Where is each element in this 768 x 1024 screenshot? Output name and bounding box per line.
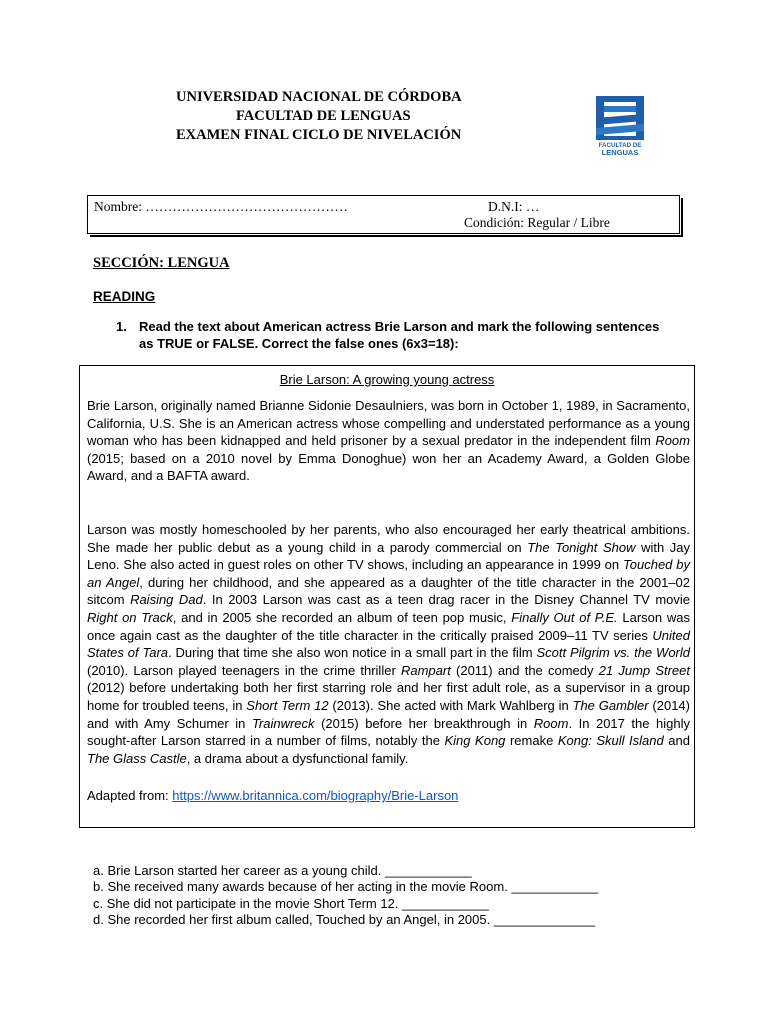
title-reference: Finally Out of P.E. [511, 609, 618, 625]
text-run: . In 2003 Larson was cast as a teen drag racer in the Disney Channel TV movie [202, 592, 690, 608]
title-reference: Raising Dad [130, 592, 203, 608]
text-run: (2014) and with Amy Schumer in [87, 697, 690, 731]
text-run: , during her childhood, and she appeared as a daughter of the title character in the 2001–02 sitcom [87, 574, 690, 608]
facultad-de-lenguas-logo [594, 96, 646, 158]
title-reference: The Gambler [572, 697, 649, 713]
text-run: , and in 2005 she recorded an album of teen pop music, [172, 609, 512, 625]
faculty-name: FACULTAD DE LENGUAS [236, 108, 411, 124]
true-false-questions [93, 863, 598, 929]
text-run: remake [505, 733, 558, 749]
article-paragraph-2 [87, 521, 690, 767]
title-reference: King Kong [444, 733, 506, 749]
title-reference: United States of Tara [87, 627, 690, 661]
title-reference: Rampart [400, 662, 451, 678]
text-run: (2015; based on a 2010 novel by Emma Donoghue) won her an Academy Award, a Golden Globe Award, and a BAFTA award. [87, 450, 690, 484]
reading-heading: READING [93, 289, 156, 304]
exam-title: EXAMEN FINAL CICLO DE NIVELACIÓN [176, 127, 462, 143]
text-run: (2011) and the comedy [450, 662, 599, 678]
title-reference: Scott Pilgrim vs. the World [536, 645, 690, 661]
student-info-box [87, 195, 680, 234]
text-run: , a drama about a dysfunctional family. [186, 750, 409, 766]
question-d: d. She recorded her first album called, Touched by an Angel, in 2005. ______________ [93, 912, 596, 928]
text-run: and [663, 733, 690, 749]
title-reference: Short Term 12 [246, 697, 329, 713]
text-run: (2015) before her breakthrough in [314, 715, 534, 731]
article-box [79, 365, 695, 828]
article-title: Brie Larson: A growing young actress [279, 372, 495, 387]
dni-field[interactable]: D.N.I: … [488, 199, 540, 214]
instruction [116, 319, 676, 352]
exam-header [176, 88, 496, 145]
instruction-text: Read the text about American actress Brie Larson and mark the following sentences as TRUE or FALSE. Correct the false ones (6x3=18): [139, 319, 660, 351]
instruction-number: 1. [116, 319, 127, 334]
text-run: (2012) before undertaking both her first starring role and her first adult role, as a supervisor in a group home for troubled teens, in [87, 680, 690, 713]
title-reference: The Glass Castle [87, 750, 187, 766]
logo-text-line2: LENGUAS [601, 148, 639, 157]
university-name: UNIVERSIDAD NACIONAL DE CÓRDOBA [176, 89, 462, 105]
title-reference: The Tonight Show [527, 539, 636, 555]
article-paragraph-1 [87, 397, 690, 485]
title-reference: Room [655, 433, 690, 449]
title-reference: Kong: Skull Island [557, 733, 664, 749]
condition-field: Condición: Regular / Libre [464, 215, 610, 230]
section-title: SECCIÓN: LENGUA [93, 255, 230, 271]
source-label: Adapted from: [87, 788, 173, 803]
question-c: c. She did not participate in the movie Short Term 12. ____________ [93, 895, 489, 911]
text-run: Larson was mostly homeschooled by her parents, who also encouraged her early theatrical ambitions. She made her public debut as a young child in a parody commercial on [87, 522, 690, 555]
name-field[interactable]: Nombre: ……………………………………… [94, 199, 348, 214]
title-reference: Room [533, 715, 569, 731]
title-reference: Right on Track [87, 609, 173, 625]
question-a: a. Brie Larson started her career as a young child. ____________ [93, 863, 472, 878]
text-run: . During that time she also won notice in a small part in the film [168, 645, 537, 661]
title-reference: 21 Jump Street [598, 662, 691, 678]
question-b: b. She received many awards because of her acting in the movie Room. ____________ [93, 879, 599, 895]
text-run: Brie Larson, originally named Brianne Sidonie Desaulniers, was born in October 1, 1989, in Sacramento, California, U.S. She is an American actress whose compelling and understated performance as a young woman who has been kidnapped and held prisoner by a sexual predator in the independent film [87, 398, 690, 449]
source-link[interactable]: https://www.britannica.com/biography/Brie-Larson [172, 788, 459, 803]
title-reference: Trainwreck [251, 715, 315, 731]
logo-text-line1: FACULTAD DE [598, 142, 642, 149]
text-run: with Jay Leno. She also acted in guest roles on other TV shows, including an appearance in 1999 on [87, 539, 690, 573]
title-reference: Touched by an Angel [87, 557, 690, 590]
text-run: (2013). She acted with Mark Wahlberg in [328, 697, 573, 713]
text-run: (2010). Larson played teenagers in the crime thriller [87, 662, 401, 678]
text-run: . In 2017 the highly sought-after Larson starred in a number of films, notably the [87, 715, 691, 749]
article-source [87, 787, 690, 805]
text-run: Larson was once again cast as the daughter of the title character in the critically praised 2009–11 TV series [87, 609, 690, 643]
